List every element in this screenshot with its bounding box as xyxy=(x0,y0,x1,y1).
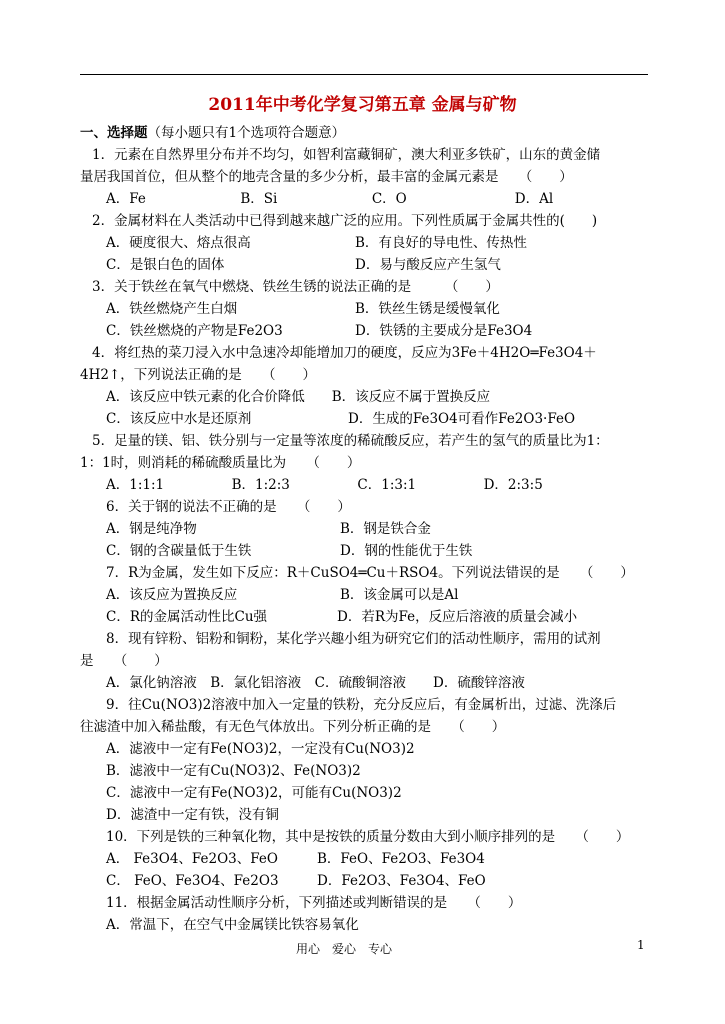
section-heading-row xyxy=(80,124,345,142)
q2-option-a: A．硬度很大、熔点很高 xyxy=(106,235,251,251)
section-note: （每小题只有1个选项符合题意） xyxy=(147,125,346,141)
q6-stem: 6．关于钢的说法不正确的是 （ ） xyxy=(106,499,351,515)
q9-line1: 9．往Cu(NO3)2溶液中加入一定量的铁粉，充分反应后，有金属析出，过滤、洗涤后 xyxy=(106,697,617,713)
q9-option-a: A．滤液中一定有Fe(NO3)2，一定没有Cu(NO3)2 xyxy=(106,741,415,757)
q1-options: A．Fe B．Si C．O D．Al xyxy=(106,191,554,207)
q9-line2: 往滤渣中加入稀盐酸，有无色气体放出。下列分析正确的是 （ ） xyxy=(80,719,506,735)
q8-line1: 8．现有锌粉、铝粉和铜粉，某化学兴趣小组为研究它们的活动性顺序，需用的试剂 xyxy=(106,631,601,647)
q7-option-b: B．该金属可以是Al xyxy=(340,587,459,603)
q9-option-b: B．滤液中一定有Cu(NO3)2、Fe(NO3)2 xyxy=(106,763,361,779)
q4-options-ab: A．该反应中铁元素的化合价降低 B．该反应不属于置换反应 xyxy=(106,389,491,405)
q6-option-d: D．钢的性能优于生铁 xyxy=(340,543,473,559)
q7-option-c: C．R的金属活动性比Cu强 xyxy=(106,609,268,625)
q7-option-d: D．若R为Fe，反应后溶液的质量会减小 xyxy=(337,609,578,625)
q1-line2: 量居我国首位，但从整个的地壳含量的多少分析，最丰富的金属元素是 （ ） xyxy=(80,169,573,185)
q10-option-d: D．Fe2O3、Fe3O4、FeO xyxy=(317,873,486,889)
q5-line1: 5．足量的镁、铝、铁分别与一定量等浓度的稀硫酸反应，若产生的氢气的质量比为1： xyxy=(92,433,609,449)
q9-option-d: D．滤渣中一定有铁，没有铜 xyxy=(106,807,279,823)
page-title: 2011年中考化学复习第五章 金属与矿物 xyxy=(208,95,517,115)
q6-option-c: C．钢的含碳量低于生铁 xyxy=(106,543,252,559)
q3-option-c: C．铁丝燃烧的产物是Fe2O3 xyxy=(106,323,283,339)
q7-option-a: A．该反应为置换反应 xyxy=(106,587,238,603)
q4-line1: 4．将红热的菜刀浸入水中急速冷却能增加刀的硬度，反应为3Fe＋4H2O═Fe3O4＋ xyxy=(92,345,597,361)
section-heading: 一、选择题 xyxy=(80,125,148,141)
q2-option-d: D．易与酸反应产生氢气 xyxy=(355,257,501,273)
q10-option-a: A． Fe3O4、Fe2O3、FeO xyxy=(106,851,278,867)
q3-option-a: A．铁丝燃烧产生白烟 xyxy=(106,301,238,317)
q11-stem: 11．根据金属活动性顺序分析，下列描述或判断错误的是 （ ） xyxy=(106,895,522,911)
q9-option-c: C．滤液中一定有Fe(NO3)2，可能有Cu(NO3)2 xyxy=(106,785,402,801)
q10-stem: 10．下列是铁的三种氧化物，其中是按铁的质量分数由大到小顺序排列的是 （ ） xyxy=(106,829,630,845)
q8-line2: 是 （ ） xyxy=(80,653,168,669)
q10-option-c: C． FeO、Fe3O4、Fe2O3 xyxy=(106,873,279,889)
q5-line2: 1：1时，则消耗的稀硫酸质量比为 （ ） xyxy=(80,455,361,471)
q3-option-d: D．铁锈的主要成分是Fe3O4 xyxy=(355,323,533,339)
q6-option-b: B．钢是铁合金 xyxy=(340,521,431,537)
q11-option-a: A．常温下，在空气中金属镁比铁容易氧化 xyxy=(106,917,359,933)
q6-option-a: A．钢是纯净物 xyxy=(106,521,197,537)
q5-options: A．1:1:1 B．1:2:3 C．1:3:1 D．2:3:5 xyxy=(106,477,543,493)
page-footer: 用心 爱心 专心 xyxy=(296,942,393,956)
q2-option-b: B．有良好的导电性、传热性 xyxy=(355,235,527,251)
q3-option-b: B．铁丝生锈是缓慢氧化 xyxy=(355,301,500,317)
q4-option-d: D．生成的Fe3O4可看作Fe2O3·FeO xyxy=(348,411,576,427)
q10-option-b: B．FeO、Fe2O3、Fe3O4 xyxy=(317,851,485,867)
q3-stem: 3．关于铁丝在氧气中燃烧、铁丝生锈的说法正确的是 （ ） xyxy=(92,279,499,295)
page-number: 1 xyxy=(637,938,645,952)
q4-line2: 4H2↑，下列说法正确的是 （ ） xyxy=(80,367,317,383)
q4-option-c: C．该反应中水是还原剂 xyxy=(106,411,252,427)
q7-stem: 7．R为金属，发生如下反应：R＋CuSO4═Cu＋RSO4。下列说法错误的是 （ ） xyxy=(106,565,634,581)
q2-option-c: C．是银白色的固体 xyxy=(106,257,225,273)
header-rule xyxy=(80,74,648,75)
q8-options: A．氯化钠溶液 B．氯化铝溶液 C．硫酸铜溶液 D．硫酸锌溶液 xyxy=(106,675,525,691)
q1-line1: 1．元素在自然界里分布并不均匀，如智利富藏铜矿，澳大利亚多铁矿，山东的黄金储 xyxy=(92,147,601,163)
q2-stem: 2．金属材料在人类活动中已得到越来越广泛的应用。下列性质属于金属共性的( ) xyxy=(92,213,598,229)
